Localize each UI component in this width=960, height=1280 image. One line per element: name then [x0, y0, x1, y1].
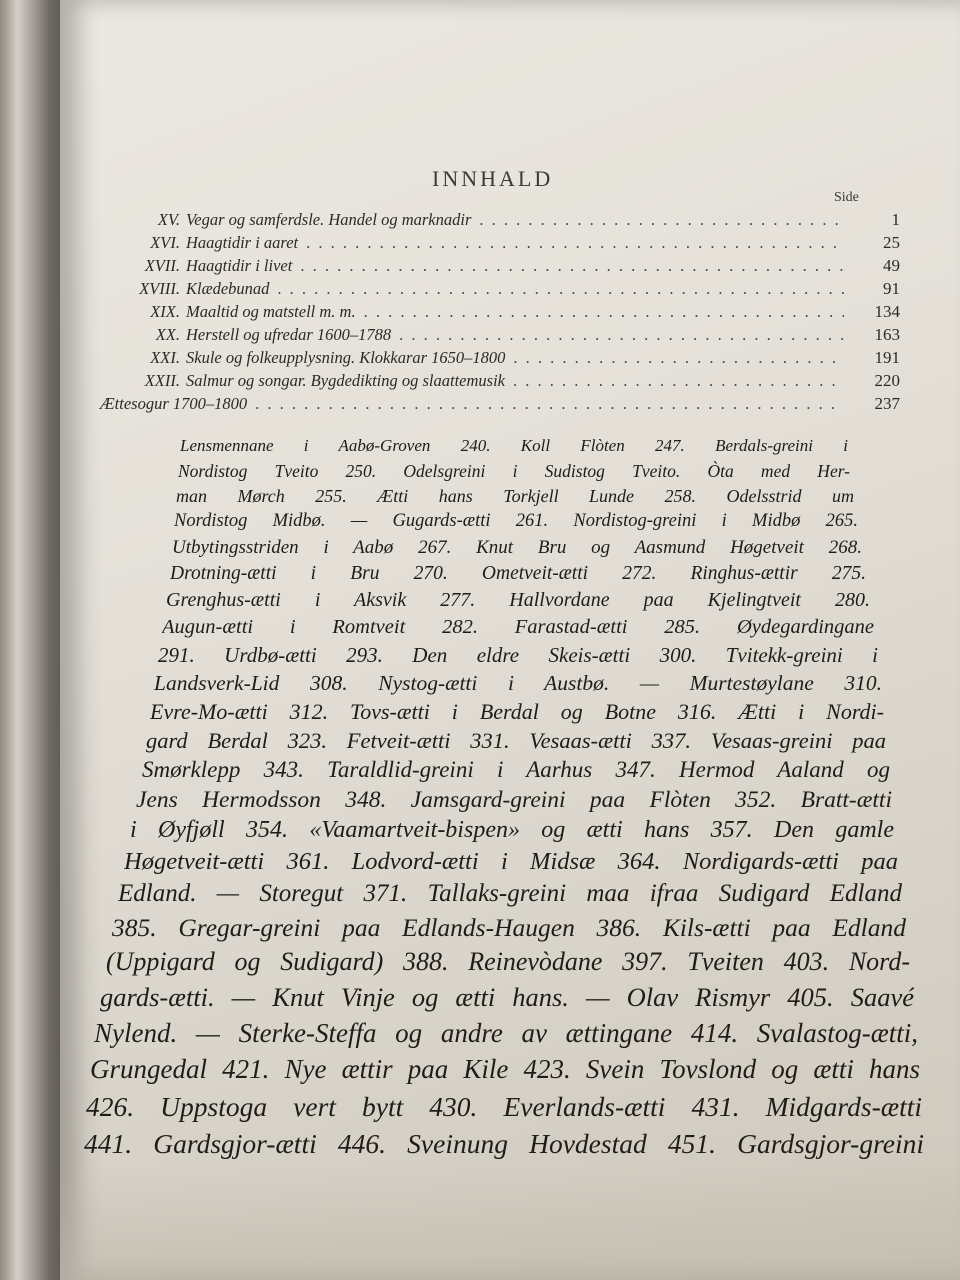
- page-number: 237: [874, 394, 900, 413]
- toc-entry: [100, 279, 900, 302]
- chapter-title: Skule og folkeupplysning. Klokkarar 1650–1800: [186, 348, 506, 367]
- page-number: 91: [883, 279, 900, 298]
- dot-leader: [300, 256, 844, 276]
- toc-entry: [100, 233, 900, 256]
- book-page: [60, 0, 960, 1280]
- subentry-line: man Mørch 255. Ætti hans Torkjell Lunde 258. Odelsstrid um: [176, 486, 854, 506]
- subentry-line: Edland. — Storegut 371. Tallaks-greini maa ifraa Sudigard Edland: [118, 880, 902, 907]
- subentry-line: Drotning-ætti i Bru 270. Ometveit-ætti 272. Ringhus-ættir 275.: [170, 563, 866, 584]
- subentry-line: Høgetveit-ætti 361. Lodvord-ætti i Midsæ 364. Nordigards-ætti paa: [124, 848, 898, 875]
- chapter-title: Maaltid og matstell m. m.: [186, 302, 356, 321]
- chapter-title: Klædebunad: [186, 279, 270, 298]
- subentry-line: Landsverk-Lid 308. Nystog-ætti i Austbø. — Murtestøylane 310.: [154, 671, 882, 695]
- page-number: 1: [891, 210, 900, 229]
- subentry-line: Grungedal 421. Nye ættir paa Kile 423. Svein Tovslond og ætti hans: [90, 1054, 920, 1084]
- chapter-title: Haagtidir i aaret: [186, 233, 299, 252]
- subentry-line: Evre-Mo-ætti 312. Tovs-ætti i Berdal og Botne 316. Ætti i Nordi-: [150, 699, 884, 724]
- dot-leader: [479, 210, 844, 230]
- subentry-line: i Øyfjøll 354. «Vaamartveit-bispen» og ætti hans 357. Den gamle: [130, 817, 894, 843]
- dot-leader: [364, 302, 844, 322]
- subentry-line: 291. Urdbø-ætti 293. Den eldre Skeis-ætti 300. Tvitekk-greini i: [158, 643, 878, 667]
- subentry-list: [84, 436, 924, 1165]
- dot-leader: [306, 233, 844, 253]
- page-number: 134: [874, 302, 900, 321]
- subentry-line: Grenghus-ætti i Aksvik 277. Hallvordane paa Kjelingtveit 280.: [166, 589, 870, 611]
- toc-entry: [100, 371, 900, 394]
- chapter-title: Haagtidir i livet: [186, 256, 293, 275]
- chapter-number: XVIII.: [139, 279, 180, 298]
- subentry-line: 441. Gardsgjor-ætti 446. Sveinung Hovdestad 451. Gardsgjor-greini: [84, 1128, 924, 1159]
- subentry-line: 426. Uppstoga vert bytt 430. Everlands-ætti 431. Midgards-ætti: [86, 1091, 922, 1122]
- subentry-line: gard Berdal 323. Fetveit-ætti 331. Vesaas-ætti 337. Vesaas-greini paa: [146, 728, 886, 753]
- chapter-number: XVI.: [150, 233, 180, 252]
- toc-entry: [100, 302, 900, 325]
- subentry-line: Utbytingsstriden i Aabø 267. Knut Bru og Aasmund Høgetveit 268.: [172, 537, 862, 558]
- subentry-line: Nordistog Midbø. — Gugards-ætti 261. Nordistog-greini i Midbø 265.: [174, 511, 858, 531]
- dot-leader: [513, 371, 844, 391]
- page-number: 49: [883, 256, 900, 275]
- chapter-title: Ættesogur 1700–1800: [100, 394, 248, 413]
- toc-entry: [100, 348, 900, 371]
- subentry-line: gards-ætti. — Knut Vinje og ætti hans. — Olav Rismyr 405. Saavé: [100, 982, 914, 1012]
- subentry-line: Lensmennane i Aabø-Groven 240. Koll Flòten 247. Berdals-greini i: [180, 436, 848, 455]
- page-number: 220: [874, 371, 900, 390]
- page-shadow: [60, 1160, 960, 1280]
- toc-entry: [100, 325, 900, 348]
- toc-entry: [100, 256, 900, 279]
- table-of-contents: [100, 210, 900, 417]
- chapter-number: XV.: [157, 210, 180, 229]
- dot-leader: [255, 394, 844, 414]
- page-title: INNHALD: [432, 166, 554, 191]
- page-number: 191: [874, 348, 900, 367]
- dot-leader: [399, 325, 844, 345]
- subentry-line: 385. Gregar-greini paa Edlands-Haugen 386. Kils-ætti paa Edland: [112, 913, 906, 942]
- page-column-label: Side: [834, 190, 859, 205]
- chapter-title: Salmur og songar. Bygdedikting og slaattemusik: [186, 371, 505, 390]
- dot-leader: [513, 348, 844, 368]
- subentry-line: (Uppigard og Sudigard) 388. Reinevòdane 397. Tveiten 403. Nord-: [106, 947, 910, 976]
- page-number: 25: [883, 233, 900, 252]
- subentry-line: Nordistog Tveito 250. Odelsgreini i Sudistog Tveito. Òta med Her-: [178, 461, 850, 481]
- toc-entry: [100, 210, 900, 233]
- subentry-line: Augun-ætti i Romtveit 282. Farastad-ætti 285. Øydegardingane: [162, 616, 874, 638]
- chapter-number: XXII.: [144, 371, 180, 390]
- dot-leader: [277, 279, 844, 299]
- subentry-line: Nylend. — Sterke-Steffa og andre av ættingane 414. Svalastog-ætti,: [94, 1018, 918, 1048]
- page-number: 163: [874, 325, 900, 344]
- toc-entry: [100, 394, 900, 417]
- chapter-number: XIX.: [150, 302, 180, 321]
- chapter-number: XVII.: [144, 256, 180, 275]
- chapter-number: XXI.: [150, 348, 180, 367]
- chapter-number: XX.: [155, 325, 180, 344]
- chapter-title: Herstell og ufredar 1600–1788: [186, 325, 392, 344]
- subentry-line: Smørklepp 343. Taraldlid-greini i Aarhus 347. Hermod Aaland og: [142, 757, 890, 782]
- subentry-line: Jens Hermodsson 348. Jamsgard-greini paa Flòten 352. Bratt-ætti: [136, 787, 892, 813]
- chapter-title: Vegar og samferdsle. Handel og marknadir: [186, 210, 472, 229]
